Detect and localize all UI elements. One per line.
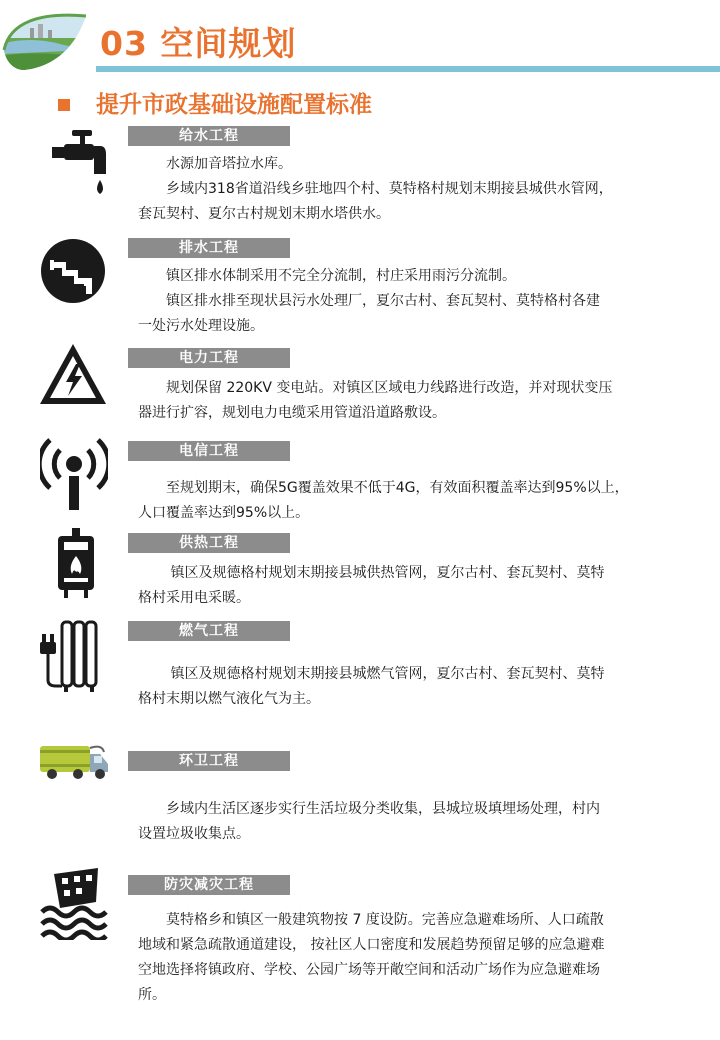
tag-disaster-prevention: 防灾减灾工程	[128, 875, 290, 895]
flood-icon	[40, 868, 112, 940]
paragraph-disaster-prevention: 莫特格乡和镇区一般建筑物按 7 度设防。完善应急避难场所、人口疏散 地域和紧急疏散通道建设， 按社区人口密度和发展趋势预留足够的应急避难 空地选择将镇政府、学校、公园广场等开敞空间和活动广场作为应急避难场 所。	[138, 912, 605, 1003]
tag-sanitation: 环卫工程	[128, 751, 290, 771]
high-voltage-icon	[38, 342, 108, 408]
paragraph-electric-power: 规划保留 220KV 变电站。对镇区区域电力线路进行改造，并对现状变压 器进行扩容，规划电力电缆采用管道沿道路敷设。	[138, 380, 613, 421]
tag-gas: 燃气工程	[128, 621, 290, 641]
paragraph-drainage: 镇区排水体制采用不完全分流制，村庄采用雨污分流制。 镇区排水排至现状县污水处理厂，夏尔古村、套瓦契村、莫特格村各建 一处污水处理设施。	[138, 268, 600, 334]
signal-tower-icon	[40, 436, 108, 512]
tag-drainage: 排水工程	[128, 238, 290, 258]
electric-heater-icon	[40, 620, 104, 692]
section-heading: 提升市政基础设施配置标准	[96, 92, 372, 118]
drain-pipe-icon	[40, 238, 106, 304]
tag-electric-power: 电力工程	[128, 348, 290, 368]
paragraph-heating: 镇区及规德格村规划末期接县城供热管网，夏尔古村、套瓦契村、莫特 格村采用电采暖。	[138, 565, 605, 606]
water-tap-icon	[50, 128, 108, 204]
boiler-icon	[54, 528, 98, 600]
landscape-leaf-image	[0, 10, 90, 74]
tag-heating: 供热工程	[128, 533, 290, 553]
paragraph-sanitation: 乡域内生活区逐步实行生活垃圾分类收集，县城垃圾填埋场处理，村内 设置垃圾收集点。	[138, 801, 600, 842]
paragraph-telecom: 至规划期末，确保5G覆盖效果不低于4G，有效面积覆盖率达到95%以上， 人口覆盖率达到95%以上。	[138, 480, 629, 521]
header-divider-bar	[96, 66, 720, 72]
garbage-truck-icon	[38, 742, 110, 780]
section-bullet	[58, 99, 70, 111]
paragraph-water-supply: 水源加音塔拉水库。 乡域内318省道沿线乡驻地四个村、莫特格村规划末期接县城供水管网， 套瓦契村、夏尔古村规划末期水塔供水。	[138, 156, 613, 222]
paragraph-gas: 镇区及规德格村规划末期接县城燃气管网，夏尔古村、套瓦契村、莫特 格村末期以燃气液化气为主。	[138, 666, 605, 707]
tag-telecom: 电信工程	[128, 441, 290, 461]
chapter-title: 03 空间规划	[100, 24, 297, 63]
tag-water-supply: 给水工程	[128, 126, 290, 146]
